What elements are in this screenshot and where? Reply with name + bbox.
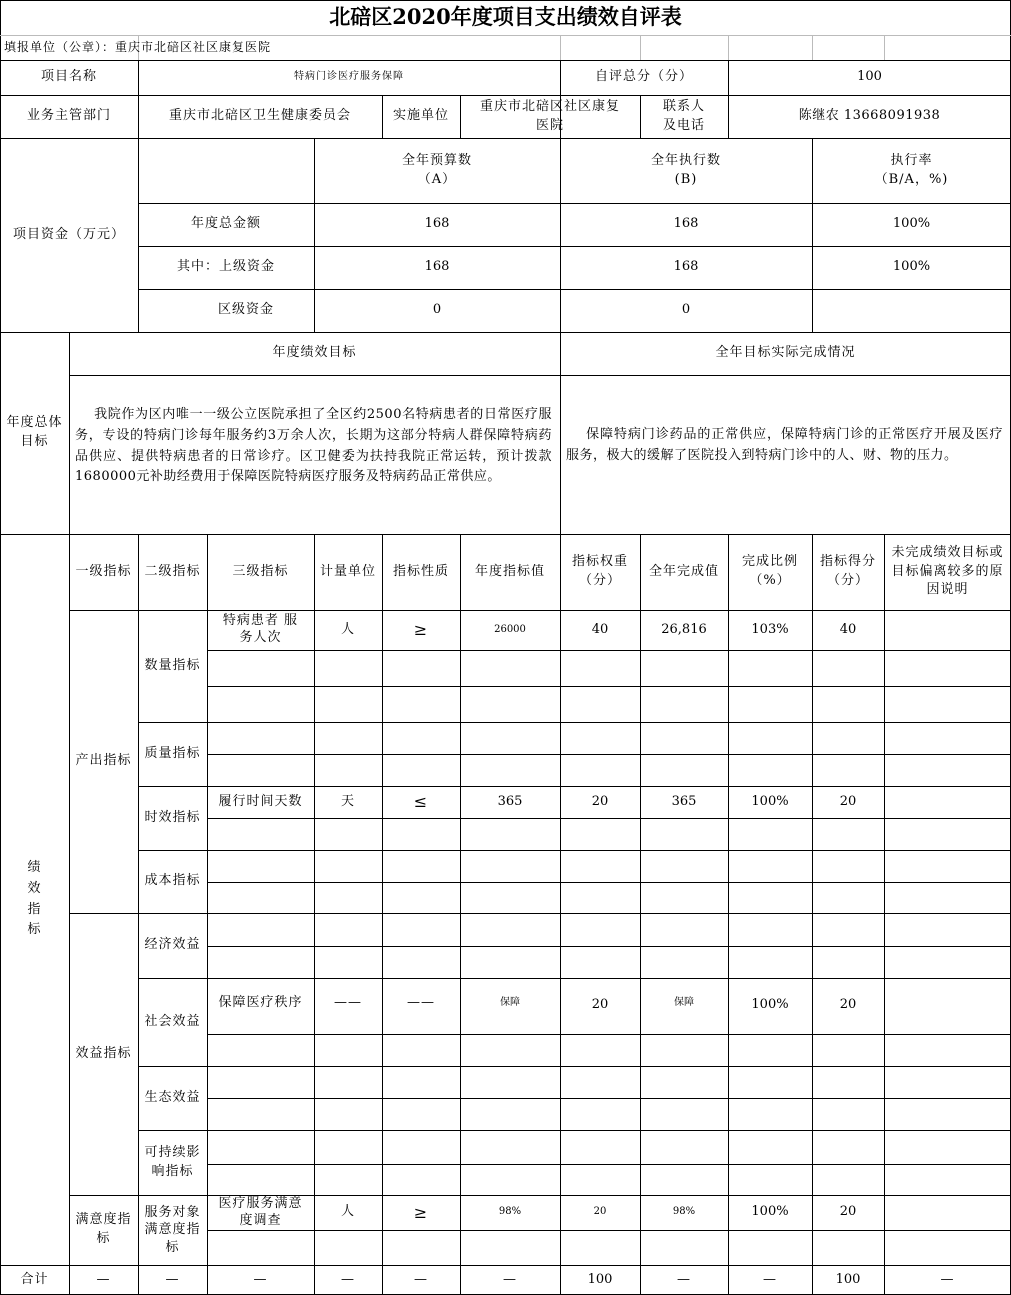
row-nature: ——: [407, 995, 435, 1010]
header-cell: 指标性质: [392, 563, 449, 579]
level1-benefit: 效益指标: [75, 1045, 132, 1061]
header-cell: 全年完成值: [648, 563, 719, 579]
row-nature: ≤: [413, 792, 429, 812]
project-name: 特病门诊医疗服务保障: [294, 71, 404, 83]
perf-label: [0, 534, 69, 1265]
row-l3: 医疗服务满意 度调查: [218, 1195, 303, 1228]
total-dash: —: [677, 1271, 691, 1287]
row-unit: 人: [340, 1204, 355, 1220]
level2-sustainability: 可持续影 响指标: [144, 1144, 201, 1179]
header-cell: 二级指标: [144, 563, 201, 579]
funds-row-rate: [812, 289, 1011, 332]
row-actual: 98%: [672, 1206, 696, 1218]
self-score: 100: [857, 69, 882, 85]
row-score: 20: [839, 997, 857, 1012]
row-score: 20: [839, 1204, 857, 1220]
level2-social: 社会效益: [144, 1013, 201, 1029]
total-dash: —: [763, 1271, 777, 1287]
level1-output: 产出指标: [75, 753, 132, 769]
header-cell: 一级指标: [75, 563, 132, 579]
total-label: 合计: [20, 1271, 49, 1287]
row-weight: 20: [591, 997, 609, 1012]
contact-value: 陈继农 13668091938: [798, 108, 941, 124]
level2-service-satisfaction: 服务对象 满意度指 标: [144, 1204, 201, 1255]
row-ratio: 100%: [751, 793, 789, 809]
level2-ecological: 生态效益: [144, 1089, 201, 1105]
row-actual: 26,816: [661, 621, 707, 637]
total-dash: —: [253, 1271, 268, 1287]
funds-col-b: 全年执行数 (B): [650, 152, 721, 187]
funds-row-a: 0: [432, 302, 442, 318]
total-dash: —: [165, 1271, 180, 1287]
header-cell: 指标权重 （分）: [571, 554, 628, 588]
funds-row-b: 168: [673, 216, 699, 232]
funds-row-rate: 100%: [892, 259, 931, 275]
funds-row-label: 区级资金: [217, 302, 274, 318]
row-nature: ≥: [413, 1202, 429, 1222]
funds-col-a: 全年预算数 （A）: [401, 152, 472, 187]
row-l3: 特病患者 服 务人次: [222, 613, 299, 645]
row-score: 20: [839, 793, 857, 809]
row-score: 40: [839, 621, 857, 637]
total-weight: 100: [587, 1271, 613, 1287]
row-unit: ——: [334, 995, 362, 1010]
actual-goal-text: 保障特病门诊药品的正常供应，保障特病门诊的正常医疗开展及医疗服务，极大的缓解了医院投入到特病门诊中的人、财、物的压力。: [566, 427, 1003, 463]
funds-row-label: 年度总金额: [190, 216, 261, 232]
row-target: 26000: [494, 623, 526, 635]
contact-label: 联系人 及电话: [662, 98, 705, 133]
level2-cost: 成本指标: [144, 873, 201, 889]
header-cell: 指标得分 （分）: [819, 554, 876, 588]
total-dash: —: [503, 1271, 517, 1287]
row-actual: 保障: [674, 997, 694, 1008]
row-ratio: 103%: [751, 621, 789, 637]
total-dash: —: [414, 1271, 428, 1287]
header-cell: 未完成绩效目标或目标偏离较多的原因说明: [891, 544, 1004, 598]
funds-row-label: 其中：上级资金: [176, 259, 275, 275]
row-target: 保障: [500, 997, 520, 1008]
funds-row-b: 0: [681, 302, 691, 318]
row-target: 365: [497, 793, 523, 809]
header-cell: 年度指标值: [474, 563, 545, 579]
fill-unit: 填报单位（公章）：重庆市北碚区社区康复医院: [4, 39, 272, 54]
total-dash: —: [341, 1271, 355, 1287]
row-weight: 20: [593, 1206, 607, 1218]
funds-col-rate: 执行率 （B/A，%): [874, 152, 949, 187]
row-actual: 365: [671, 793, 697, 809]
header-cell: 三级指标: [232, 563, 289, 579]
actual-goal-header: 全年目标实际完成情况: [715, 345, 856, 361]
row-unit: 天: [340, 793, 355, 809]
dept-value: 重庆市北碚区卫生健康委员会: [168, 108, 351, 124]
dept-label: 业务主管部门: [26, 108, 111, 124]
total-dash: —: [940, 1271, 955, 1287]
level2-quality: 质量指标: [144, 745, 201, 761]
funds-label: 项目资金（万元）: [12, 226, 125, 242]
level2-quantity: 数量指标: [144, 657, 201, 673]
funds-row-a: 168: [424, 216, 450, 232]
header-cell: 完成比例 （%）: [741, 554, 798, 588]
funds-row-rate: 100%: [892, 216, 931, 232]
level1-satisfaction: 满意度指 标: [75, 1212, 132, 1246]
level2-economic: 经济效益: [144, 937, 201, 953]
row-weight: 20: [591, 793, 609, 809]
total-dash: —: [96, 1271, 111, 1287]
row-l3: 保障医疗秩序: [218, 995, 303, 1010]
row-unit: 人: [340, 621, 355, 637]
perf-label-text: 绩效指标: [27, 859, 42, 938]
level2-timeliness: 时效指标: [144, 809, 201, 825]
row-l3: 履行时间天数: [218, 793, 303, 809]
goal-label: 年度总体 目标: [6, 415, 63, 449]
total-score: 100: [835, 1271, 861, 1287]
annual-goal-text: 我院作为区内唯一一级公立医院承担了全区约2500名特病患者的日常医疗服务，专设的特病门诊每年服务约3万余人次，长期为这部分特病人群保障特病药品供应、提供特病患者的日常诊疗。区卫健委为扶持我院正常运转，预计拨款1680000元补助经费用于保障医院特病医疗服务及特病药品正常供应。: [75, 407, 552, 485]
annual-goal-header: 年度绩效目标: [272, 345, 357, 361]
row-ratio: 100%: [751, 1204, 789, 1220]
header-cell: 计量单位: [319, 563, 376, 579]
row-nature: ≥: [413, 620, 429, 640]
project-name-label: 项目名称: [40, 69, 97, 85]
page-title: 北碚区2020年度项目支出绩效自评表: [329, 4, 682, 30]
row-ratio: 100%: [751, 997, 789, 1012]
impl-value: 重庆市北碚区社区康复 医院: [479, 98, 620, 133]
funds-row-a: 168: [424, 259, 450, 275]
row-weight: 40: [591, 621, 609, 637]
score-label: 自评总分（分）: [594, 69, 693, 85]
impl-label: 实施单位: [392, 108, 449, 124]
funds-row-b: 168: [673, 259, 699, 275]
row-target: 98%: [498, 1206, 522, 1218]
